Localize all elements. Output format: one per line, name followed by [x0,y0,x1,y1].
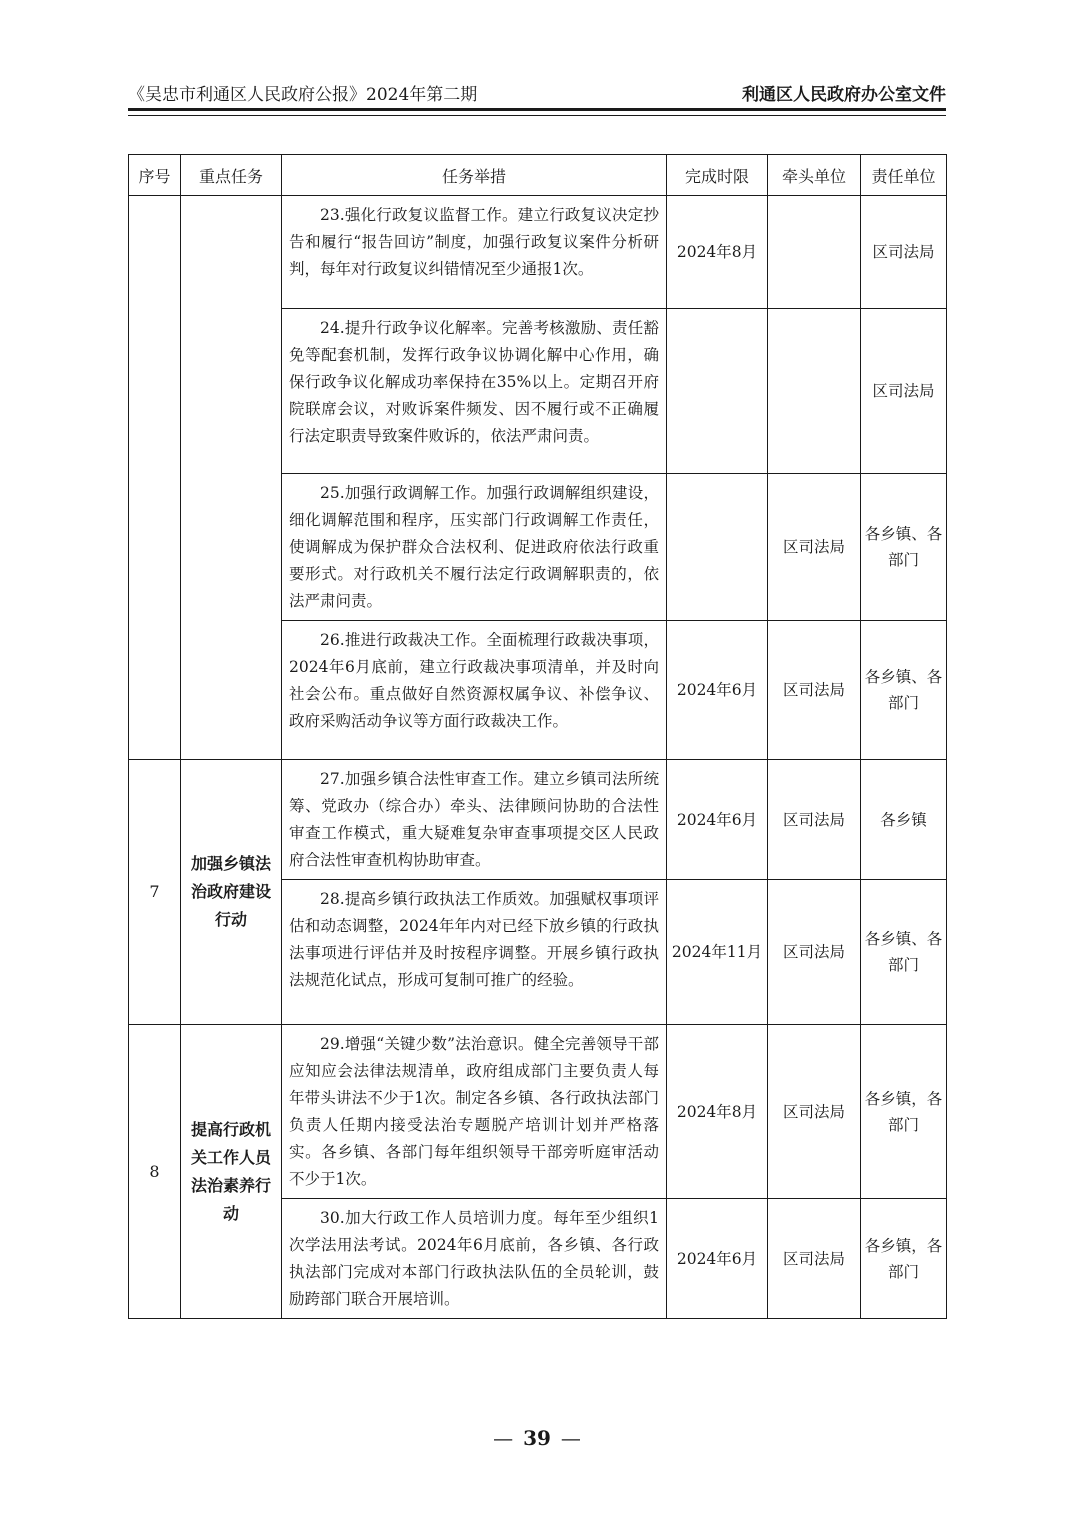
column-header-seq: 序号 [129,155,181,196]
lead-unit-cell: 区司法局 [768,1025,861,1199]
table-row [129,196,947,309]
page-header [128,76,946,110]
table-header-row [129,155,947,196]
measure-cell: 30.加大行政工作人员培训力度。每年至少组织1次学法用法考试。2024年6月底前，各乡镇、各行政执法部门完成对本部门行政执法队伍的全员轮训，鼓励跨部门联合开展培训。 [282,1199,667,1319]
measure-cell: 24.提升行政争议化解率。完善考核激励、责任豁免等配套机制，发挥行政争议协调化解中心作用，确保行政争议化解成功率保持在35%以上。定期召开府院联席会议，对败诉案件频发、因不履行或不正确履行法定职责导致案件败诉的，依法严肃问责。 [282,309,667,474]
column-header-lead: 牵头单位 [768,155,861,196]
table-row [129,760,947,880]
responsible-unit-cell: 各乡镇、各部门 [861,621,947,760]
measure-cell: 23.强化行政复议监督工作。建立行政复议决定抄告和履行“报告回访”制度，加强行政复议案件分析研判，每年对行政复议纠错情况至少通报1次。 [282,196,667,309]
lead-unit-cell: 区司法局 [768,474,861,621]
lead-unit-cell: 区司法局 [768,880,861,1025]
header-rule-thick [128,108,946,111]
lead-unit-cell: 区司法局 [768,760,861,880]
responsible-unit-cell: 区司法局 [861,196,947,309]
deadline-cell: 2024年6月 [667,621,768,760]
lead-unit-cell: 区司法局 [768,1199,861,1319]
page-number: — 39 — [493,1426,581,1450]
focus-task-cell [181,196,282,760]
column-header-measure: 任务举措 [282,155,667,196]
column-header-deadline: 完成时限 [667,155,768,196]
responsible-unit-cell: 各乡镇，各部门 [861,1199,947,1319]
responsible-unit-cell: 各乡镇、各部门 [861,474,947,621]
office-document-label: 利通区人民政府办公室文件 [742,85,946,105]
deadline-cell [667,474,768,621]
deadline-cell: 2024年6月 [667,760,768,880]
measure-cell: 28.提高乡镇行政执法工作质效。加强赋权事项评估和动态调整，2024年年内对已经下放乡镇的行政执法事项进行评估并及时按程序调整。开展乡镇行政执法规范化试点，形成可复制可推广的经验。 [282,880,667,1025]
lead-unit-cell: 区司法局 [768,621,861,760]
deadline-cell [667,309,768,474]
focus-task-cell: 提高行政机关工作人员法治素养行动 [181,1025,282,1319]
responsible-unit-cell: 各乡镇、各部门 [861,880,947,1025]
deadline-cell: 2024年8月 [667,1025,768,1199]
deadline-cell: 2024年8月 [667,196,768,309]
measure-cell: 29.增强“关键少数”法治意识。健全完善领导干部应知应会法律法规清单，政府组成部门主要负责人每年带头讲法不少于1次。制定各乡镇、各行政执法部门负责人任期内接受法治专题脱产培训计划并严格落实。各乡镇、各部门每年组织领导干部旁听庭审活动不少于1次。 [282,1025,667,1199]
responsible-unit-cell: 各乡镇 [861,760,947,880]
measure-cell: 25.加强行政调解工作。加强行政调解组织建设，细化调解范围和程序，压实部门行政调解工作责任，使调解成为保护群众合法权利、促进政府依法行政重要形式。对行政机关不履行法定行政调解职责的，依法严肃问责。 [282,474,667,621]
measure-cell: 26.推进行政裁决工作。全面梳理行政裁决事项，2024年6月底前，建立行政裁决事项清单，并及时向社会公布。重点做好自然资源权属争议、补偿争议、政府采购活动争议等方面行政裁决工作。 [282,621,667,760]
responsible-unit-cell: 各乡镇，各部门 [861,1025,947,1199]
focus-task-cell: 加强乡镇法治政府建设行动 [181,760,282,1025]
column-header-responsible: 责任单位 [861,155,947,196]
deadline-cell: 2024年6月 [667,1199,768,1319]
lead-unit-cell [768,309,861,474]
header-rule-thin [128,115,946,116]
seq-cell: 7 [129,760,181,1025]
measure-cell: 27.加强乡镇合法性审查工作。建立乡镇司法所统筹、党政办（综合办）牵头、法律顾问协助的合法性审查工作模式，重大疑难复杂审查事项提交区人民政府合法性审查机构协助审查。 [282,760,667,880]
task-table [128,154,947,1319]
bulletin-title: 《吴忠市利通区人民政府公报》2024年第二期 [128,85,478,105]
table-row [129,1025,947,1199]
deadline-cell: 2024年11月 [667,880,768,1025]
seq-cell: 8 [129,1025,181,1319]
responsible-unit-cell: 区司法局 [861,309,947,474]
column-header-focus: 重点任务 [181,155,282,196]
lead-unit-cell [768,196,861,309]
seq-cell [129,196,181,760]
